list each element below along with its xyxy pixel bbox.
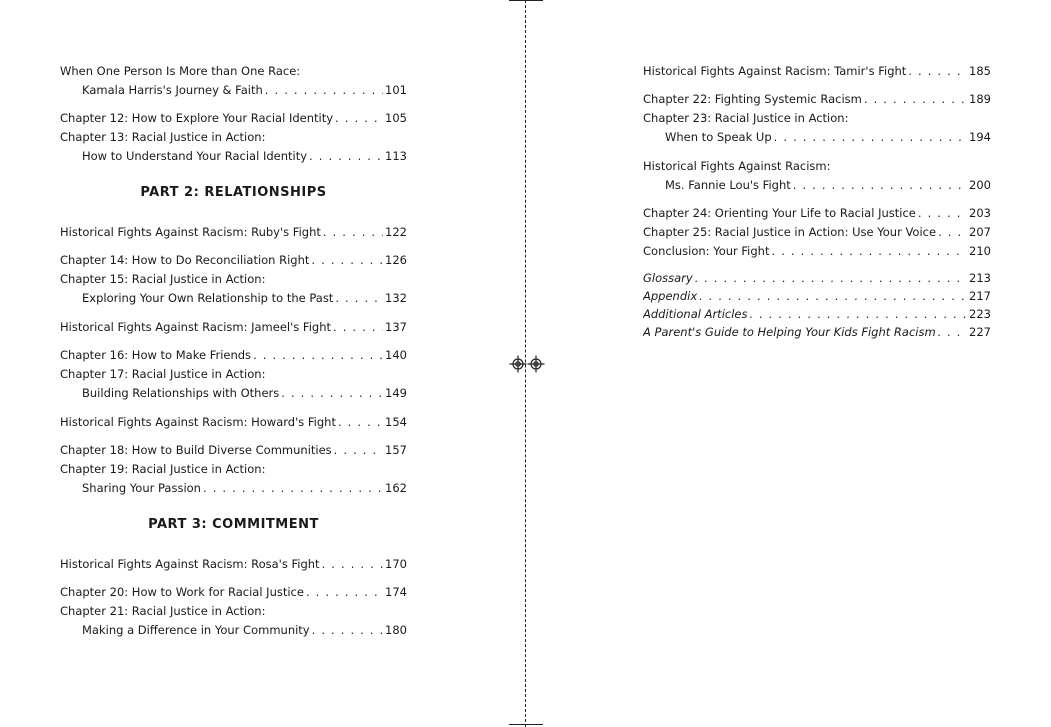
toc-entry-title: Chapter 24: Orienting Your Life to Racial Justice [643,206,916,220]
toc-entry [60,224,407,240]
toc-page-number: 180 [385,623,407,637]
dot-leader [281,385,383,401]
toc-entry [643,205,991,221]
part-heading: PART 2: RELATIONSHIPS [140,185,327,200]
toc-entry-title: Historical Fights Against Racism: Rosa's Fight [60,557,320,571]
dot-leader [203,480,383,496]
left-page [0,0,525,727]
dot-leader [699,288,967,304]
toc-entry-title: Chapter 25: Racial Justice in Action: Use Your Voice [643,225,937,239]
toc-entry-title: Chapter 23: Racial Justice in Action: [643,111,849,125]
toc-entry-title: A Parent's Guide to Helping Your Kids Fight Racism [643,325,936,339]
toc-entry [60,129,407,145]
toc-entry [643,224,991,240]
dot-leader [338,414,383,430]
toc-entry [60,461,407,477]
right-page [527,0,1051,727]
toc-entry-title: When One Person Is More than One Race: [60,64,301,78]
toc-page-number: 185 [969,64,991,78]
dot-leader [312,622,383,638]
dot-leader [749,306,967,322]
toc-page-number: 162 [385,481,407,495]
toc-entry-title: Additional Articles [643,307,748,321]
dot-leader [306,584,383,600]
toc-entry-title: When to Speak Up [665,130,772,144]
toc-entry [643,270,991,286]
dot-leader [323,224,383,240]
toc-entry-title: Chapter 20: How to Work for Racial Justice [60,585,304,599]
toc-entry-title: Chapter 12: How to Explore Your Racial Identity [60,111,334,125]
toc-entry [60,252,407,268]
toc-page-number: 189 [969,92,991,106]
dot-leader [695,270,967,286]
toc-entry-title: Historical Fights Against Racism: [643,159,831,173]
toc-entry [60,385,407,401]
toc-page-number: 154 [385,415,407,429]
dot-leader [864,91,967,107]
toc-entry-title: Building Relationships with Others [82,386,280,400]
toc-page-number: 149 [385,386,407,400]
toc-entry-title: Ms. Fannie Lou's Fight [665,178,791,192]
toc-entry-title: Chapter 22: Fighting Systemic Racism [643,92,862,106]
toc-page-number: 213 [969,271,991,285]
toc-page-number: 200 [969,178,991,192]
toc-entry-title: Appendix [643,289,698,303]
toc-entry [60,347,407,363]
toc-page-number: 126 [385,253,407,267]
toc-page-number: 194 [969,130,991,144]
toc-entry [643,306,991,322]
toc-entry-title: Making a Difference in Your Community [82,623,310,637]
toc-entry [60,63,407,79]
dot-leader [793,177,967,193]
toc-entry-title: Kamala Harris's Journey & Faith [82,83,263,97]
toc-entry [60,82,407,98]
toc-page-number: 101 [385,83,407,97]
toc-page-number: 223 [969,307,991,321]
toc-entry [643,288,991,304]
toc-page-number: 140 [385,348,407,362]
dot-leader [265,82,383,98]
toc-entry [60,148,407,164]
toc-entry [60,556,407,572]
toc-page-number: 132 [385,291,407,305]
dot-leader [774,129,967,145]
toc-entry-title: Chapter 19: Racial Justice in Action: [60,462,266,476]
toc-entry [60,584,407,600]
toc-entry-title: Chapter 16: How to Make Friends [60,348,252,362]
dot-leader [335,110,383,126]
toc-entry [60,290,407,306]
dot-leader [333,319,383,335]
toc-entry [643,324,991,340]
toc-entry-title: Glossary [643,271,693,285]
toc-entry-title: Historical Fights Against Racism: Jameel's Fight [60,320,331,334]
dot-leader [253,347,383,363]
toc-entry [60,414,407,430]
dot-leader [334,442,383,458]
toc-page-number: 217 [969,289,991,303]
toc-page-number: 122 [385,225,407,239]
toc-entry-title: Historical Fights Against Racism: Howard's Fight [60,415,336,429]
toc-page-number: 113 [385,149,407,163]
toc-page-number: 137 [385,320,407,334]
toc-entry-title: Chapter 15: Racial Justice in Action: [60,272,266,286]
toc-entry-title: Historical Fights Against Racism: Ruby's Fight [60,225,321,239]
dot-leader [938,224,967,240]
toc-entry [60,442,407,458]
toc-entry [60,271,407,287]
dot-leader [918,205,967,221]
toc-entry-title: Conclusion: Your Fight [643,244,770,258]
toc-entry [643,63,991,79]
toc-entry-title: Exploring Your Own Relationship to the Past [82,291,334,305]
toc-page-number: 210 [969,244,991,258]
toc-entry [60,319,407,335]
toc-entry-title: Chapter 21: Racial Justice in Action: [60,604,266,618]
toc-entry [643,243,991,259]
dot-leader [335,290,383,306]
toc-entry-title: Chapter 13: Racial Justice in Action: [60,130,266,144]
toc-entry [643,158,991,174]
toc-entry [643,110,991,126]
toc-page-number: 170 [385,557,407,571]
toc-entry [60,603,407,619]
toc-entry-title: Sharing Your Passion [82,481,201,495]
toc-entry-title: Chapter 18: How to Build Diverse Communities [60,443,332,457]
part-heading: PART 3: COMMITMENT [148,517,319,532]
dot-leader [322,556,383,572]
toc-entry-title: Chapter 17: Racial Justice in Action: [60,367,266,381]
toc-page-number: 105 [385,111,407,125]
toc-entry-title: Chapter 14: How to Do Reconciliation Right [60,253,310,267]
toc-page-number: 203 [969,206,991,220]
toc-entry-title: Historical Fights Against Racism: Tamir's Fight [643,64,907,78]
dot-leader [309,148,383,164]
toc-entry [60,480,407,496]
toc-page-number: 174 [385,585,407,599]
toc-entry [60,366,407,382]
toc-entry [643,177,991,193]
dot-leader [771,243,967,259]
dot-leader [908,63,967,79]
toc-entry [60,110,407,126]
toc-page-number: 227 [969,325,991,339]
toc-entry-title: How to Understand Your Racial Identity [82,149,308,163]
dot-leader [938,324,967,340]
toc-entry [643,129,991,145]
dot-leader [311,252,383,268]
toc-page-number: 157 [385,443,407,457]
toc-page-number: 207 [969,225,991,239]
toc-entry [643,91,991,107]
toc-entry [60,622,407,638]
